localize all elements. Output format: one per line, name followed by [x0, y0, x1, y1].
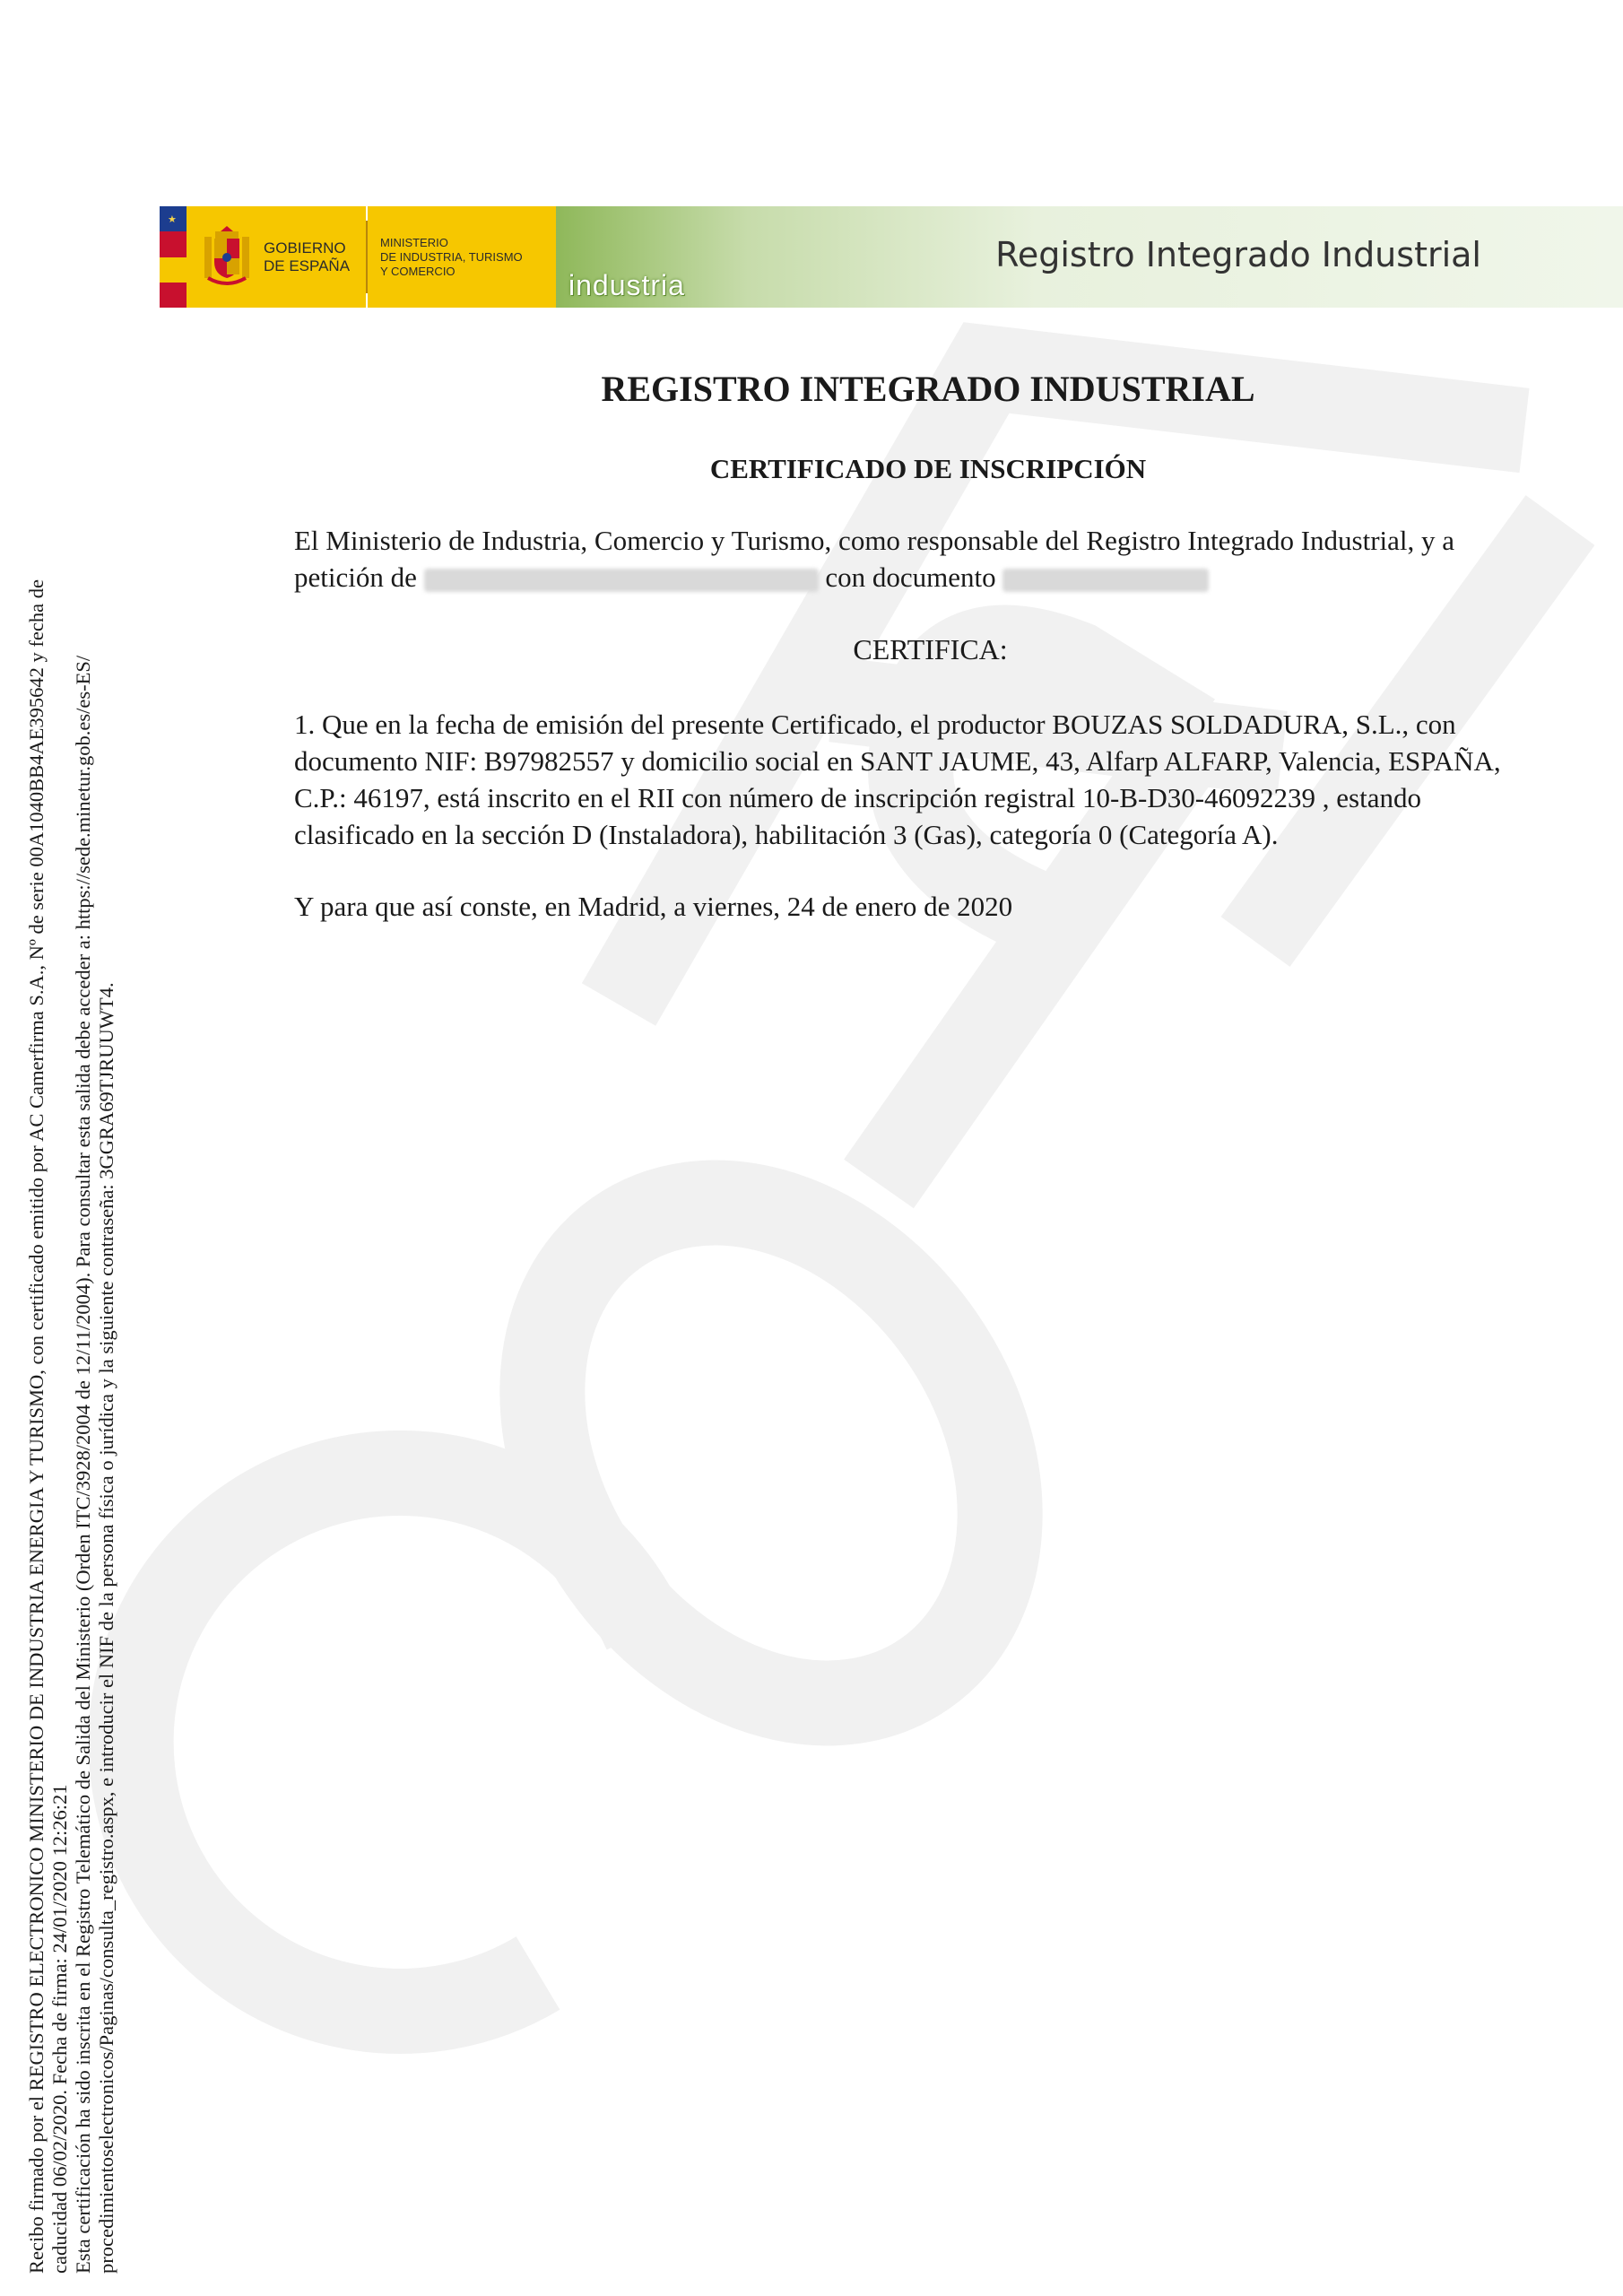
industria-logo: industria — [568, 269, 685, 301]
banner-title: Registro Integrado Industrial — [995, 235, 1481, 274]
intro-text-1: El Ministerio de Industria, Comercio y Turismo, como responsable del Registro Integrado Industrial, y a petición de — [294, 525, 1455, 593]
closing-paragraph: Y para que así conste, en Madrid, a viernes, 24 de enero de 2020 — [294, 891, 1013, 922]
ministerio-label: MINISTERIO DE INDUSTRIA, TURISMO Y COMERCIO — [380, 235, 523, 278]
gobierno-block — [187, 206, 366, 308]
certifica-heading: CERTIFICA: — [853, 633, 1008, 665]
industria-block — [556, 206, 1623, 308]
flag-stripe — [160, 206, 187, 308]
side-legend-line: Recibo firmado por el REGISTRO ELECTRONICO MINISTERIO DE INDUSTRIA ENERGIA Y TURISMO, con certificado emitido por AC Camerfirma S.A., Nº de serie 00A1040BB4AE395642 y fecha de — [25, 579, 48, 2274]
clause-paragraph: 1. Que en la fecha de emisión del presente Certificado, el productor BOUZAS SOLDADURA, S.L., con documento NIF: B97982557 y domicilio social en SANT JAUME, 43, Alfarp ALFARP, Valencia, ESPAÑA, C.P.: 46197, está inscrito en el RII con número de inscripción registral 10-B-D30-46092239 , estando clasificado en la sección D (Instaladora), habilitación 3 (Gas), categoría 0 (Categoría A). — [294, 709, 1501, 850]
side-legend-line: procedimientoselectronicos/Paginas/consulta_registro.aspx, e introducir el NIF de la persona física o jurídica y la siguiente contraseña: 3GGRA69TJRUUWT4. — [95, 982, 117, 2274]
intro-text-2: con documento — [825, 561, 996, 593]
side-legend — [25, 184, 118, 2274]
header-banner — [160, 206, 1623, 308]
gobierno-label: GOBIERNO DE ESPAÑA — [264, 239, 351, 274]
ministerio-block — [368, 206, 556, 308]
side-legend-line: caducidad 06/02/2020. Fecha de firma: 24/01/2020 12:26:21 — [48, 1784, 71, 2274]
coat-of-arms-icon — [201, 222, 253, 292]
document-subtitle: CERTIFICADO DE INSCRIPCIÓN — [709, 453, 1147, 484]
intro-paragraph — [294, 522, 1532, 596]
side-legend-line: Esta certificación ha sido inscrita en el Registro Telemático de Salida del Ministerio (Orden ITC/3928/2004 de 12/11/2004). Para consultar esta salida debe acceder a: https://sede.minetur.gob.es/es-ES/ — [72, 655, 94, 2274]
redacted-name — [424, 569, 819, 592]
redacted-document — [1002, 569, 1209, 592]
document-title: REGISTRO INTEGRADO INDUSTRIAL — [601, 369, 1255, 409]
